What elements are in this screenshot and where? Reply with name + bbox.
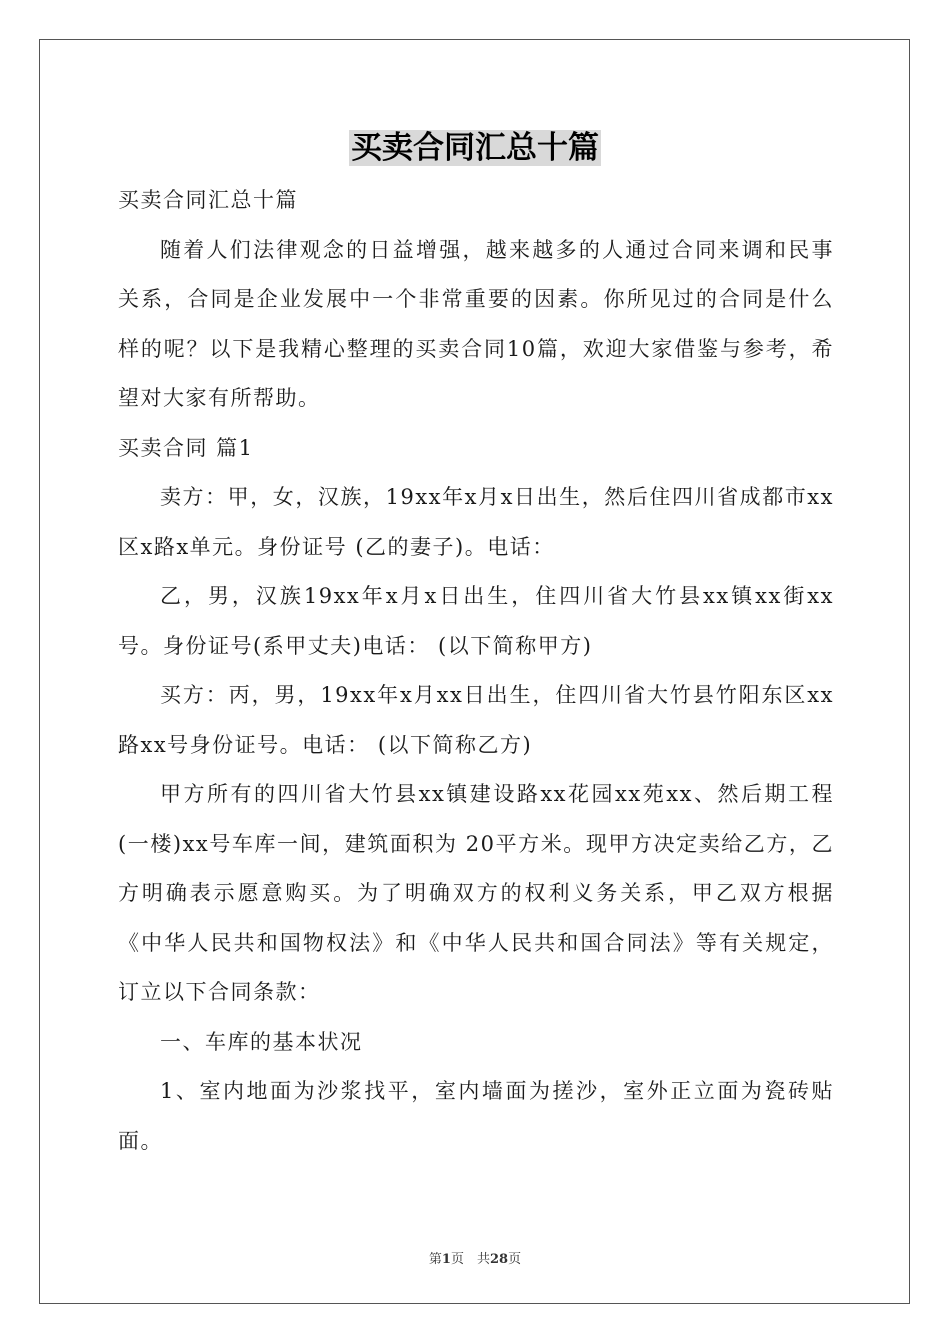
document-body — [118, 176, 834, 1166]
paragraph-seller-a: 卖方：甲，女，汉族，19xx年x月x日出生，然后住四川省成都市xx区x路x单元。身份证号 (乙的妻子)。电话： — [118, 485, 834, 559]
footer-page-current: 1 — [441, 1252, 451, 1267]
clause-heading: 一、车库的基本状况 — [160, 1029, 363, 1054]
page-footer — [0, 1248, 950, 1267]
page-title — [0, 128, 950, 168]
paragraph-buyer: 买方：丙，男，19xx年x月xx日出生，住四川省大竹县竹阳东区xx路xx号身份证号。电话： (以下简称乙方) — [118, 683, 834, 757]
paragraph-seller-b: 乙，男，汉族19xx年x月x日出生，住四川省大竹县xx镇xx街xx号。身份证号(系甲丈夫)电话： (以下简称甲方) — [118, 584, 834, 658]
paragraph-terms: 甲方所有的四川省大竹县xx镇建设路xx花园xx苑xx、然后期工程(一楼)xx号车库一间，建筑面积为 20平方米。现甲方决定卖给乙方，乙方明确表示愿意购买。为了明确双方的权利义务关系，甲乙双方根据《中华人民共和国物权法》和《中华人民共和国合同法》等有关规定，订立以下合同条款： — [118, 782, 834, 1004]
paragraph-subtitle: 买卖合同汇总十篇 — [118, 188, 298, 212]
footer-prefix: 第 — [428, 1252, 442, 1267]
footer-page-total: 28 — [489, 1252, 509, 1267]
section-heading: 买卖合同 篇1 — [118, 435, 254, 460]
footer-suffix: 页 — [508, 1252, 522, 1267]
page-title-text: 买卖合同汇总十篇 — [351, 130, 599, 166]
paragraph-intro: 随着人们法律观念的日益增强，越来越多的人通过合同来调和民事关系，合同是企业发展中一个非常重要的因素。你所见过的合同是什么样的呢？以下是我精心整理的买卖合同10篇，欢迎大家借鉴与参考，希望对大家有所帮助。 — [118, 237, 834, 410]
clause-item: 1、室内地面为沙浆找平，室内墙面为搓沙，室外正立面为瓷砖贴面。 — [118, 1079, 834, 1153]
footer-mid: 页 共 — [450, 1252, 490, 1267]
